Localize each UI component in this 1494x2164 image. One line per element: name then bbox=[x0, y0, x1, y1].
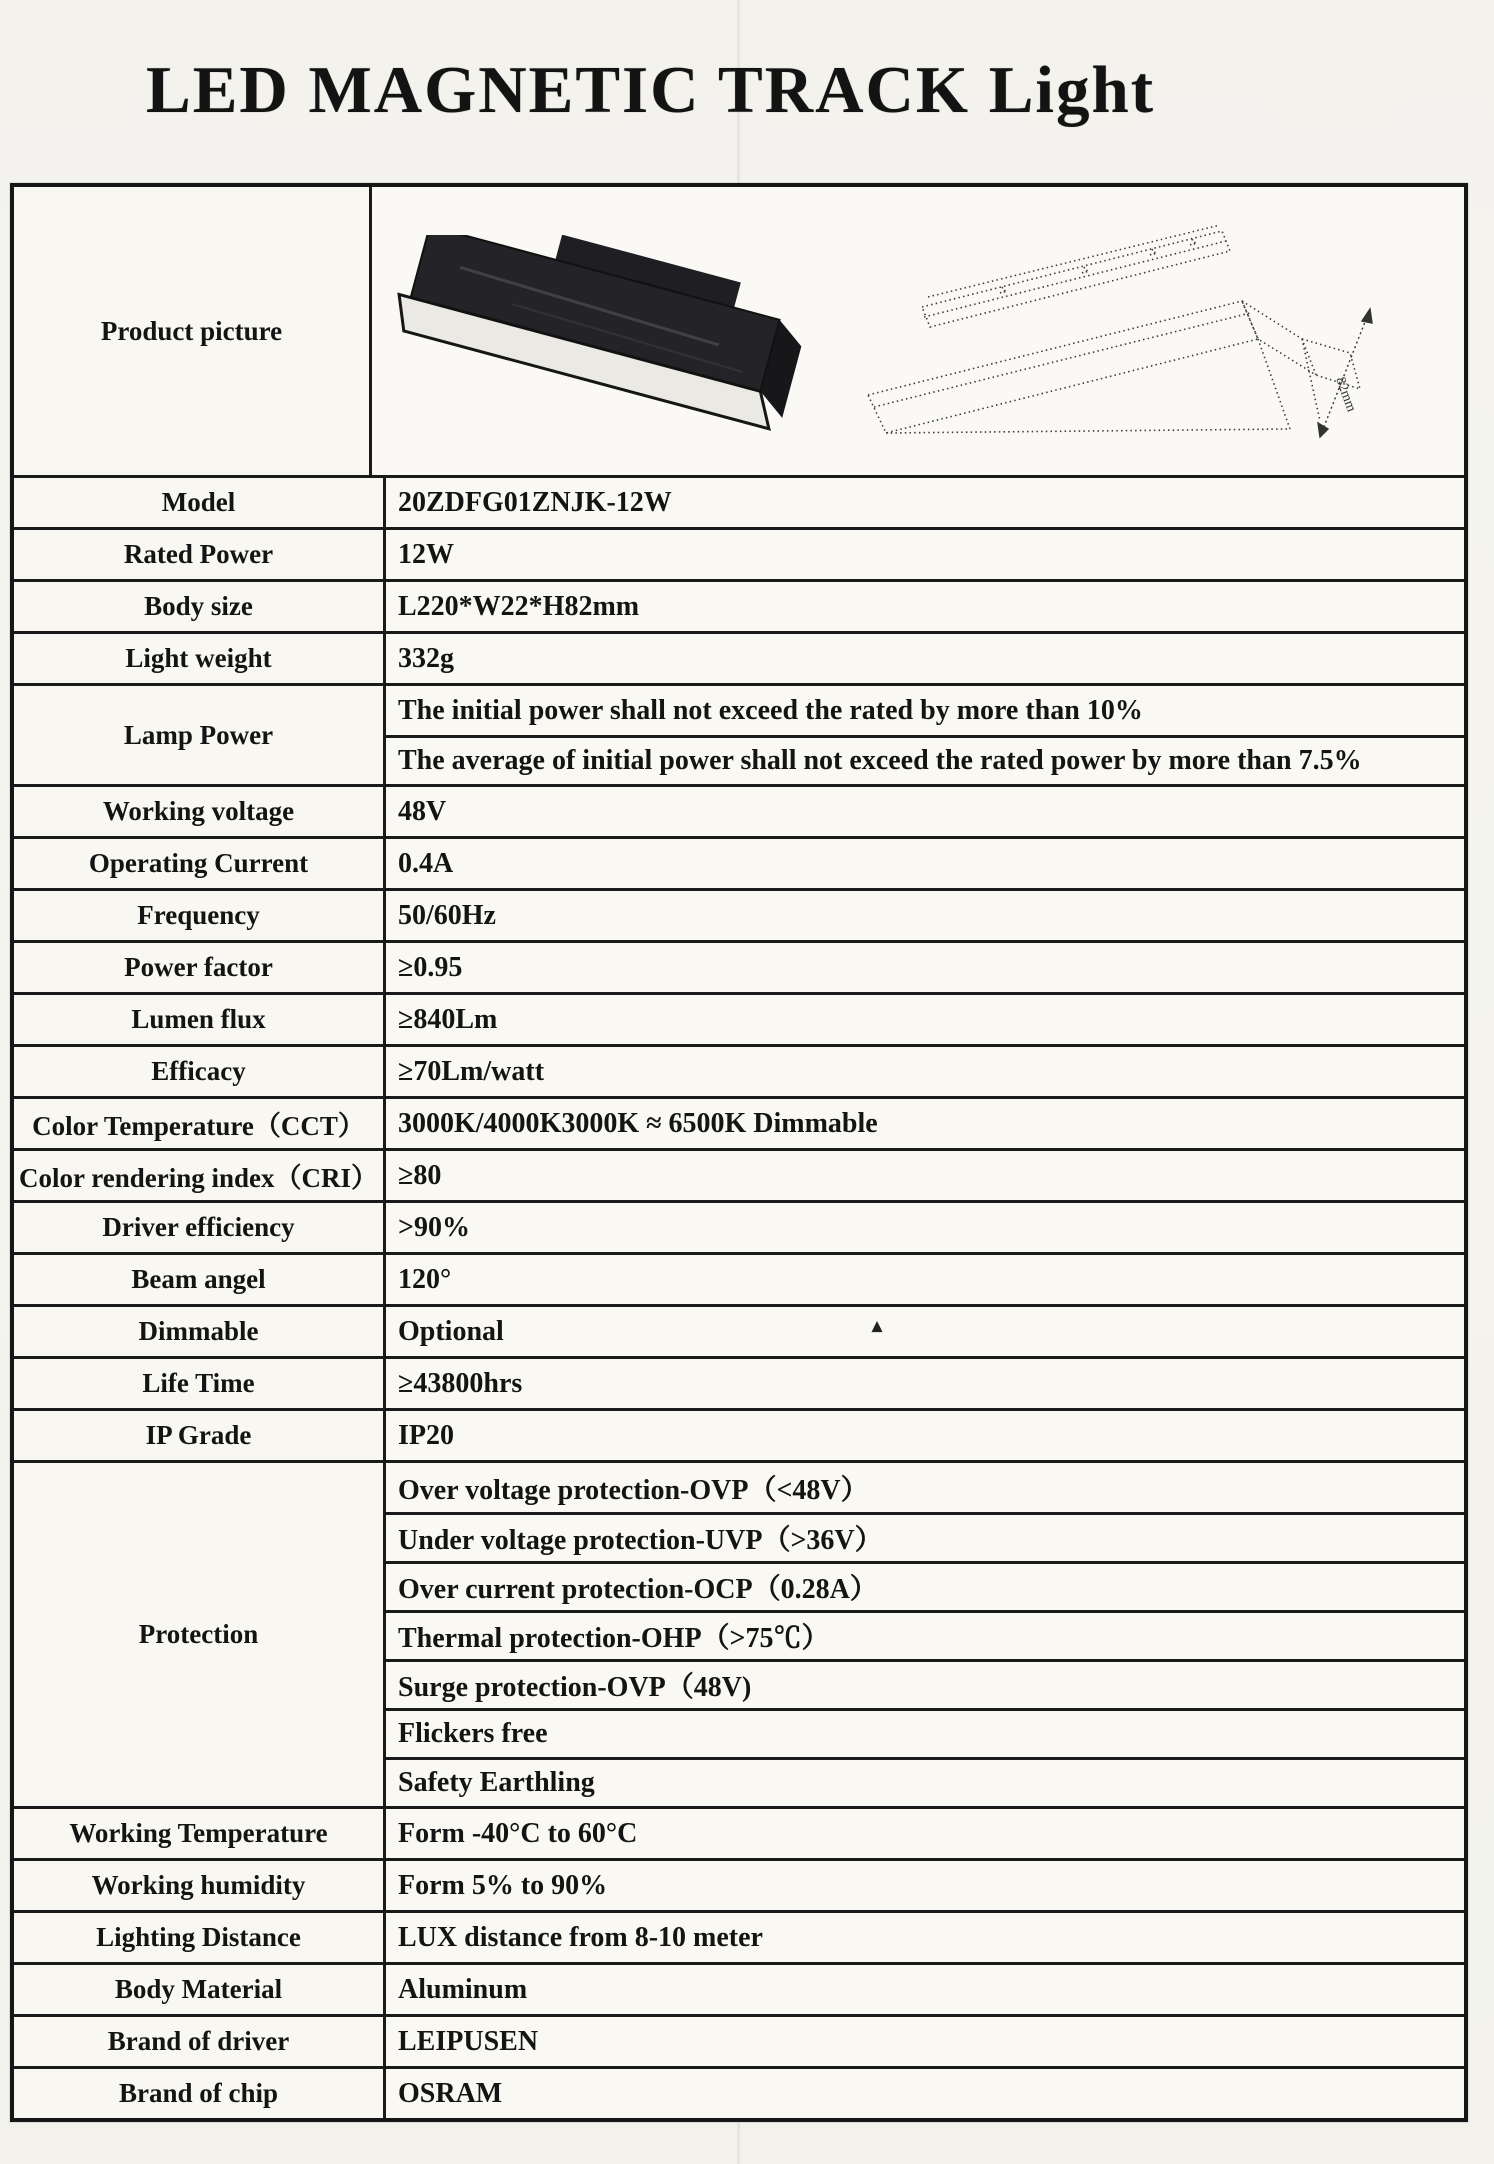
row-working-temperature bbox=[14, 1806, 1464, 1858]
dimension-text: 82mm bbox=[1332, 375, 1359, 414]
spec-value: Form -40°C to 60°C bbox=[386, 1809, 1464, 1858]
page-title: LED MAGNETIC TRACK Light bbox=[146, 53, 1156, 127]
row-life-time bbox=[14, 1356, 1464, 1408]
spec-label: Color rendering index（CRI） bbox=[14, 1151, 386, 1200]
spec-value: Safety Earthling bbox=[386, 1757, 1464, 1806]
spec-value: ≥43800hrs bbox=[386, 1359, 1464, 1408]
row-working-voltage bbox=[14, 784, 1464, 836]
spec-label: Lighting Distance bbox=[14, 1913, 386, 1962]
row-color-temperature bbox=[14, 1096, 1464, 1148]
spec-label: Working humidity bbox=[14, 1861, 386, 1910]
product-photo-image bbox=[386, 235, 826, 470]
spec-value: The initial power shall not exceed the rated by more than 10% bbox=[386, 686, 1464, 735]
spec-label: Life Time bbox=[14, 1359, 386, 1408]
spec-label: Efficacy bbox=[14, 1047, 386, 1096]
spec-label: Protection bbox=[14, 1463, 386, 1806]
spec-value: 20ZDFG01ZNJK-12W bbox=[386, 478, 1464, 527]
spec-label: Light weight bbox=[14, 634, 386, 683]
spec-value: 120° bbox=[386, 1255, 1464, 1304]
spec-label: Driver efficiency bbox=[14, 1203, 386, 1252]
spec-label: Beam angel bbox=[14, 1255, 386, 1304]
spec-value: LEIPUSEN bbox=[386, 2017, 1464, 2066]
row-protection bbox=[14, 1460, 1464, 1806]
spec-label: Body Material bbox=[14, 1965, 386, 2014]
spec-label: Lumen flux bbox=[14, 995, 386, 1044]
spec-value: Over current protection-OCP（0.28A） bbox=[386, 1561, 1464, 1610]
spec-label: Model bbox=[14, 478, 386, 527]
row-frequency bbox=[14, 888, 1464, 940]
spec-value: Aluminum bbox=[386, 1965, 1464, 2014]
spec-value: L220*W22*H82mm bbox=[386, 582, 1464, 631]
spec-label: Brand of driver bbox=[14, 2017, 386, 2066]
row-brand-of-driver bbox=[14, 2014, 1464, 2066]
spec-label: Working voltage bbox=[14, 787, 386, 836]
spec-label: Color Temperature（CCT） bbox=[14, 1099, 386, 1148]
protection-values bbox=[386, 1463, 1464, 1806]
row-body-size bbox=[14, 579, 1464, 631]
spec-value: 12W bbox=[386, 530, 1464, 579]
spec-value: ≥70Lm/watt bbox=[386, 1047, 1464, 1096]
product-picture-cell bbox=[372, 187, 1464, 475]
spec-value: 50/60Hz bbox=[386, 891, 1464, 940]
spec-value: 0.4A bbox=[386, 839, 1464, 888]
spec-value: ≥0.95 bbox=[386, 943, 1464, 992]
spec-value: ≥80 bbox=[386, 1151, 1464, 1200]
row-operating-current bbox=[14, 836, 1464, 888]
row-beam-angle bbox=[14, 1252, 1464, 1304]
row-efficacy bbox=[14, 1044, 1464, 1096]
spec-value: ≥840Lm bbox=[386, 995, 1464, 1044]
row-working-humidity bbox=[14, 1858, 1464, 1910]
spec-label: Working Temperature bbox=[14, 1809, 386, 1858]
row-lamp-power bbox=[14, 683, 1464, 784]
spec-table bbox=[10, 183, 1468, 2122]
spec-value: The average of initial power shall not exceed the rated power by more than 7.5% bbox=[386, 735, 1464, 784]
spec-label: Dimmable bbox=[14, 1307, 386, 1356]
row-power-factor bbox=[14, 940, 1464, 992]
row-rated-power bbox=[14, 527, 1464, 579]
spec-value: 332g bbox=[386, 634, 1464, 683]
product-line-drawing bbox=[850, 189, 1430, 471]
row-lighting-distance bbox=[14, 1910, 1464, 1962]
spec-value: Form 5% to 90% bbox=[386, 1861, 1464, 1910]
spec-value: 3000K/4000K3000K ≈ 6500K Dimmable bbox=[386, 1099, 1464, 1148]
spec-label: Frequency bbox=[14, 891, 386, 940]
spec-label: Lamp Power bbox=[14, 686, 386, 784]
spec-value: LUX distance from 8-10 meter bbox=[386, 1913, 1464, 1962]
spec-value: OSRAM bbox=[386, 2069, 1464, 2118]
spec-value: 48V bbox=[386, 787, 1464, 836]
spec-value: Surge protection-OVP（48V) bbox=[386, 1659, 1464, 1708]
row-body-material bbox=[14, 1962, 1464, 2014]
row-ip-grade bbox=[14, 1408, 1464, 1460]
product-picture-row bbox=[14, 187, 1464, 475]
row-light-weight bbox=[14, 631, 1464, 683]
scan-artifact: ▴ bbox=[872, 1315, 883, 1337]
spec-label: Brand of chip bbox=[14, 2069, 386, 2118]
spec-label: Body size bbox=[14, 582, 386, 631]
spec-label: Power factor bbox=[14, 943, 386, 992]
spec-value: Optional bbox=[386, 1307, 1464, 1356]
spec-value: Under voltage protection-UVP（>36V） bbox=[386, 1512, 1464, 1561]
lamp-power-values bbox=[386, 686, 1464, 784]
row-model bbox=[14, 475, 1464, 527]
spec-value: Over voltage protection-OVP（<48V） bbox=[386, 1463, 1464, 1512]
spec-value: Flickers free bbox=[386, 1708, 1464, 1757]
row-cri bbox=[14, 1148, 1464, 1200]
row-lumen-flux bbox=[14, 992, 1464, 1044]
row-dimmable bbox=[14, 1304, 1464, 1356]
spec-label: IP Grade bbox=[14, 1411, 386, 1460]
spec-value: IP20 bbox=[386, 1411, 1464, 1460]
product-picture-label: Product picture bbox=[14, 187, 372, 475]
spec-label: Operating Current bbox=[14, 839, 386, 888]
row-brand-of-chip bbox=[14, 2066, 1464, 2118]
row-driver-efficiency bbox=[14, 1200, 1464, 1252]
spec-value: >90% bbox=[386, 1203, 1464, 1252]
spec-value: Thermal protection-OHP（>75℃） bbox=[386, 1610, 1464, 1659]
spec-label: Rated Power bbox=[14, 530, 386, 579]
